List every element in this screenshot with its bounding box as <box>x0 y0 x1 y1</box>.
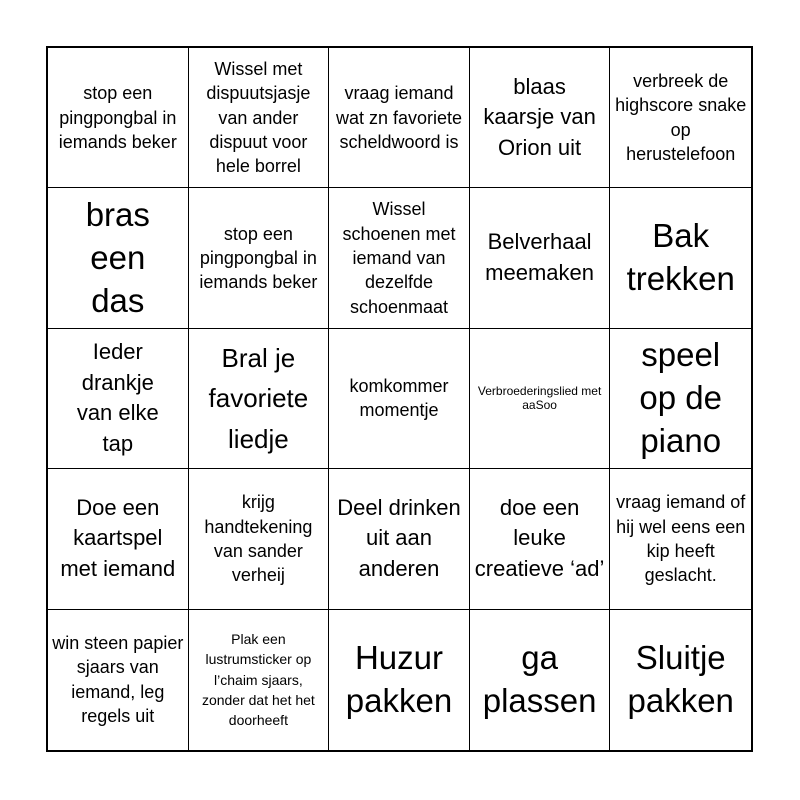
bingo-cell[interactable] <box>48 48 189 188</box>
cell-text: speel op de piano <box>639 336 722 459</box>
cell-text: Belverhaal meemaken <box>485 229 595 286</box>
bingo-cell[interactable] <box>329 48 470 188</box>
cell-text: blaas kaarsje van Orion uit <box>483 73 596 161</box>
cell-text: komkommer momentje <box>349 376 449 421</box>
bingo-cell[interactable] <box>48 469 189 609</box>
bingo-cell[interactable] <box>189 610 330 750</box>
cell-text: Doe een kaartspel met iemand <box>60 494 176 582</box>
bingo-cell[interactable] <box>610 610 751 750</box>
cell-text: Sluitje pakken <box>627 638 734 719</box>
bingo-cell[interactable] <box>48 610 189 750</box>
bingo-cell[interactable] <box>189 48 330 188</box>
bingo-cell[interactable] <box>329 329 470 469</box>
cell-text: Bral je favoriete liedje <box>208 343 309 454</box>
cell-text: doe een leuke creatieve ‘ad’ <box>474 494 605 582</box>
bingo-cell[interactable] <box>470 329 611 469</box>
bingo-cell[interactable] <box>610 188 751 328</box>
cell-text: Huzur pakken <box>345 638 453 719</box>
cell-text: win steen papier sjaars van iemand, leg regels uit <box>52 633 184 727</box>
cell-text: krijg handtekening van sander verheij <box>204 492 313 586</box>
cell-text: Wissel schoenen met iemand van dezelfde schoenmaat <box>342 199 456 317</box>
bingo-cell[interactable] <box>470 469 611 609</box>
bingo-cell[interactable] <box>610 469 751 609</box>
cell-text: vraag iemand wat zn favoriete scheldwoord is <box>335 83 463 152</box>
cell-text: stop een pingpongbal in iemands beker <box>199 223 318 293</box>
bingo-cell[interactable] <box>189 469 330 609</box>
bingo-cell[interactable] <box>329 610 470 750</box>
bingo-cell[interactable] <box>470 610 611 750</box>
bingo-cell[interactable] <box>189 188 330 328</box>
bingo-cell[interactable] <box>48 329 189 469</box>
cell-text: stop een pingpongbal in iemands beker <box>58 83 177 152</box>
bingo-cell[interactable] <box>470 48 611 188</box>
bingo-cell[interactable] <box>189 329 330 469</box>
bingo-cell[interactable] <box>610 329 751 469</box>
bingo-cell[interactable] <box>610 48 751 188</box>
cell-text: vraag iemand of hij wel eens een kip heeft geslacht. <box>616 492 746 586</box>
cell-text: Verbroederingslied met aaSoo <box>477 384 602 413</box>
cell-text: Wissel met dispuutsjasje van ander dispuut voor hele borrel <box>206 58 311 177</box>
bingo-cell[interactable] <box>329 188 470 328</box>
cell-text: Ieder drankje van elke tap <box>76 338 159 457</box>
cell-text: verbreek de highscore snake op herustelefoon <box>615 71 747 164</box>
cell-text: Deel drinken uit aan anderen <box>337 494 461 582</box>
bingo-cell[interactable] <box>470 188 611 328</box>
bingo-cell[interactable] <box>329 469 470 609</box>
cell-text: Plak een lustrumsticker op l’chaim sjaars, zonder dat het het doorheeft <box>201 631 315 729</box>
cell-text: Bak trekken <box>626 217 735 298</box>
bingo-cell[interactable] <box>48 188 189 328</box>
cell-text: bras een das <box>85 195 150 319</box>
bingo-card <box>46 46 753 752</box>
cell-text: ga plassen <box>482 638 597 719</box>
